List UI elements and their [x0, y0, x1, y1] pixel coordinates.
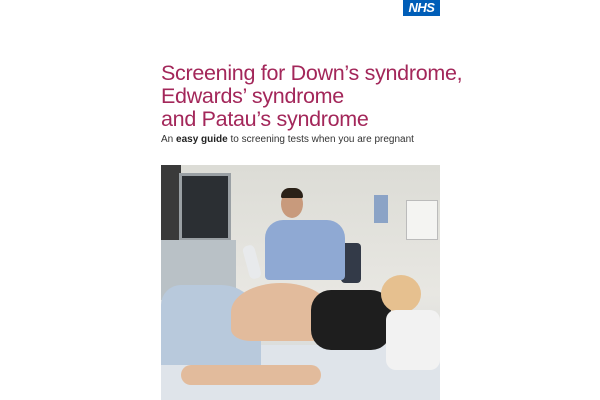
title-line: Screening for Down’s syndrome,: [161, 61, 463, 85]
clinician-shirt: [265, 220, 345, 280]
pillow: [386, 310, 440, 370]
nhs-logo: NHS: [403, 0, 440, 16]
subtitle-prefix: An: [161, 134, 177, 145]
cover-photo-ultrasound-scan: [161, 165, 440, 400]
wall-sign: [374, 195, 388, 223]
subtitle-suffix: to screening tests when you are pregnant: [227, 134, 414, 145]
clinician-hair: [281, 188, 303, 198]
wall-poster: [406, 200, 438, 240]
patient-arm: [181, 365, 321, 385]
patient-top: [311, 290, 391, 350]
ultrasound-probe: [242, 244, 262, 280]
title-line: and Patau’s syndrome: [161, 107, 369, 131]
subtitle-bold: easy guide: [176, 134, 228, 145]
title-line: Edwards’ syndrome: [161, 84, 344, 108]
ultrasound-monitor: [179, 173, 231, 241]
subtitle: [161, 134, 414, 145]
document-title: [161, 62, 462, 131]
patient-head: [381, 275, 421, 313]
